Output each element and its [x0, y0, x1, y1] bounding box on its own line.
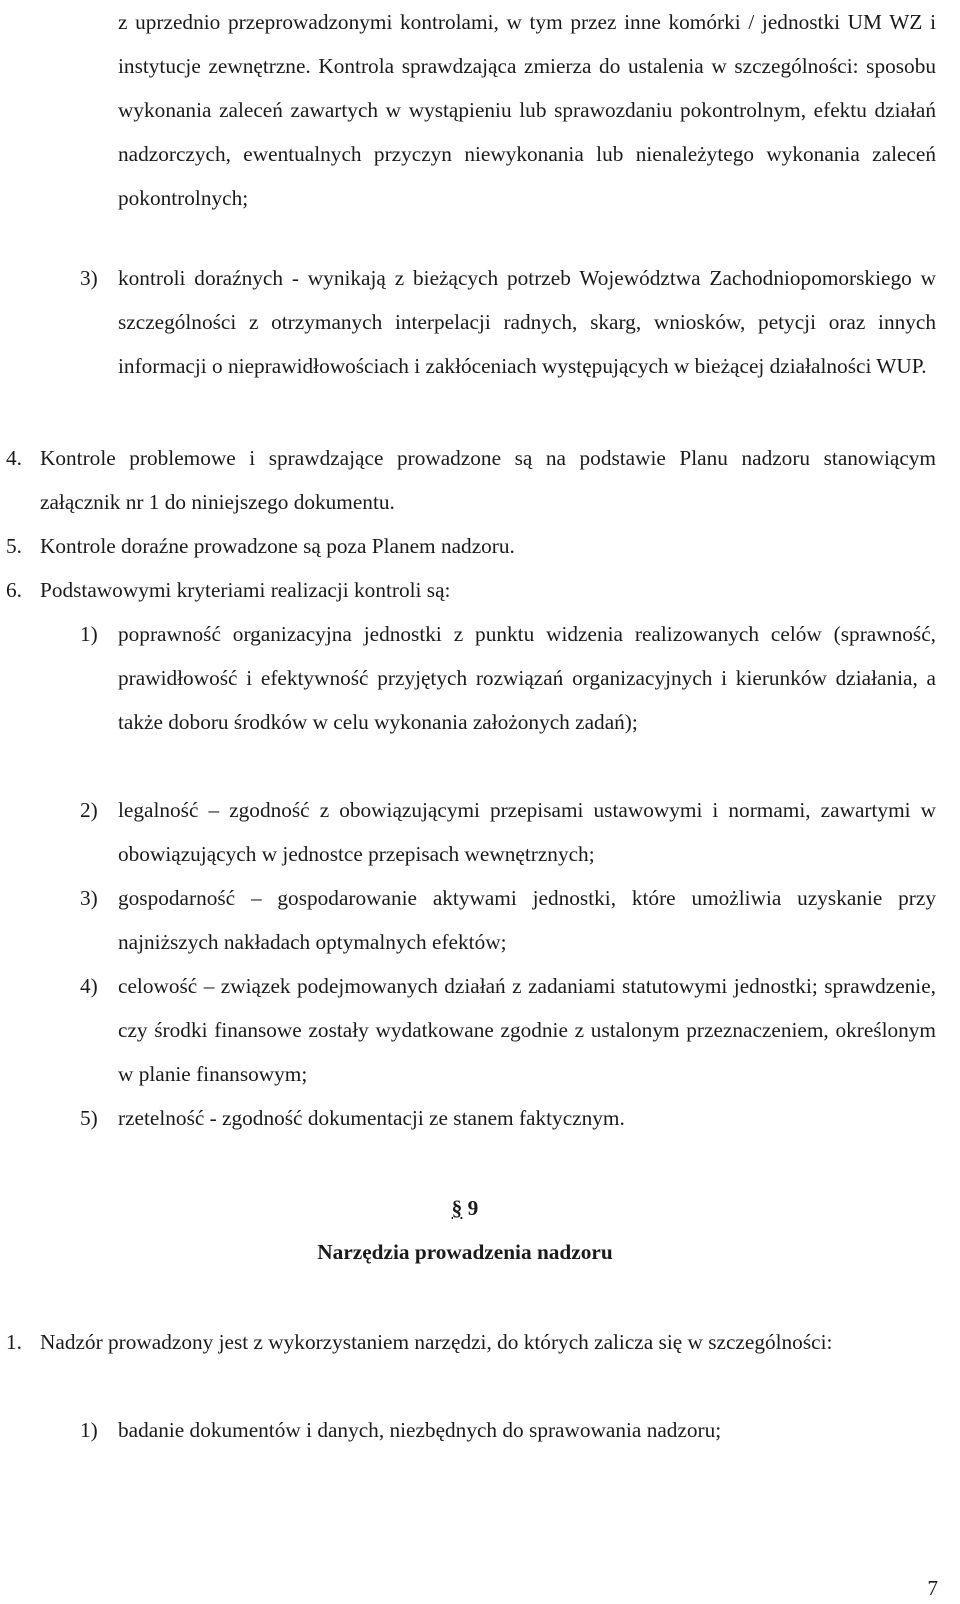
- criterion-5-text: rzetelność - zgodność dokumentacji ze stanem faktycznym.: [118, 1106, 625, 1130]
- criterion-3-text: gospodarność – gospodarowanie aktywami jednostki, które umożliwia uzyskanie przy najniższych nakładach optymalnych efektów;: [118, 886, 936, 954]
- s9-point-1-number: 1.: [6, 1330, 22, 1354]
- point-5-text: Kontrole doraźne prowadzone są poza Planem nadzoru.: [40, 534, 515, 558]
- criterion-2-text: legalność – zgodność z obowiązującymi przepisami ustawowymi i normami, zawartymi w obowiązujących w jednostce przepisach wewnętrznych;: [118, 798, 936, 866]
- criterion-1-text: poprawność organizacyjna jednostki z punktu widzenia realizowanych celów (sprawność, prawidłowość i efektywność przyjętych rozwiązań organizacyjnych i kierunków działania, a także doboru środków w celu wykonania założonych zadań);: [118, 622, 936, 734]
- point-5-number: 5.: [6, 534, 22, 558]
- criterion-2-number: 2): [80, 798, 98, 822]
- point-4-number: 4.: [6, 446, 22, 470]
- criterion-1-number: 1): [80, 622, 98, 646]
- point-6-text: Podstawowymi kryteriami realizacji kontroli są:: [40, 578, 451, 602]
- point-4-text: Kontrole problemowe i sprawdzające prowadzone są na podstawie Planu nadzoru stanowiącym załącznik nr 1 do niniejszego dokumentu.: [40, 446, 936, 514]
- s9-item-1-text: badanie dokumentów i danych, niezbędnych do sprawowania nadzoru;: [118, 1418, 722, 1442]
- s9-point-1-text: Nadzór prowadzony jest z wykorzystaniem narzędzi, do których zalicza się w szczególności:: [40, 1330, 833, 1354]
- point-6-number: 6.: [6, 578, 22, 602]
- section-heading: [0, 1186, 930, 1230]
- section-sign: §: [451, 1196, 463, 1220]
- carryover-paragraph: z uprzednio przeprowadzonymi kontrolami, w tym przez inne komórki / jednostki UM WZ i instytucje zewnętrzne. Kontrola sprawdzająca zmierza do ustalenia w szczególności: sposobu wykonania zaleceń zawartych w wystąpieniu lub sprawozdaniu pokontrolnym, efektu działań nadzorczych, ewentualnych przyczyn niewykonania lub nienależytego wykonania zaleceń pokontrolnych;: [118, 10, 936, 210]
- criterion-3-number: 3): [80, 886, 98, 910]
- page-number: 7: [927, 1576, 938, 1600]
- item-3-text: kontroli doraźnych - wynikają z bieżących potrzeb Województwa Zachodniopomorskiego w szczególności z otrzymanych interpelacji radnych, skarg, wniosków, petycji oraz innych informacji o nieprawidłowościach i zakłóceniach występujących w bieżącej działalności WUP.: [118, 266, 936, 378]
- section-number: 9: [467, 1196, 479, 1220]
- item-3-number: 3): [80, 266, 98, 290]
- section-title: Narzędzia prowadzenia nadzoru: [317, 1240, 613, 1264]
- criterion-4-text: celowość – związek podejmowanych działań z zadaniami statutowymi jednostki; sprawdzenie, czy środki finansowe zostały wydatkowane zgodnie z ustalonym przeznaczeniem, określonym w planie finansowym;: [118, 974, 936, 1086]
- s9-item-1-number: 1): [80, 1418, 98, 1442]
- criterion-4-number: 4): [80, 974, 98, 998]
- criterion-5-number: 5): [80, 1106, 98, 1130]
